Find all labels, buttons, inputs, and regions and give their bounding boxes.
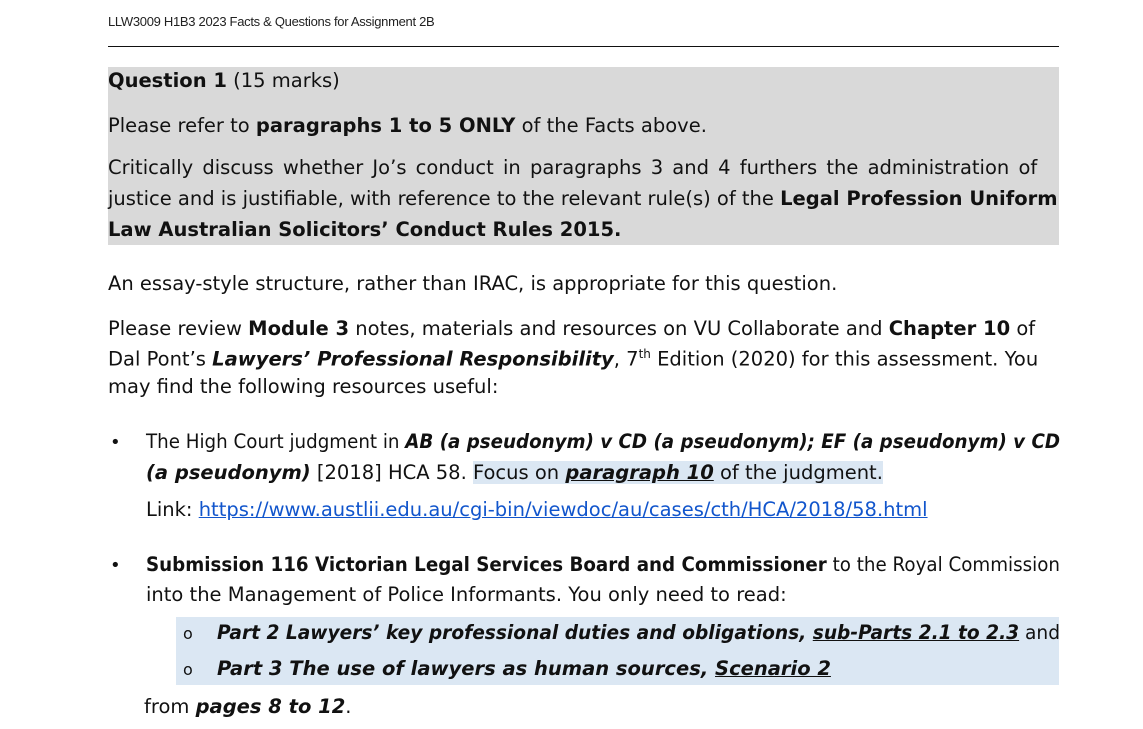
discuss-line-3 (108, 220, 621, 240)
focus-highlight (473, 461, 883, 484)
edition-sup: th (638, 347, 651, 361)
part-3-title: Part 3 The use of lawyers as human sources, (217, 657, 716, 680)
question-title-line (108, 71, 340, 91)
pages-ref: pages 8 to 12 (195, 695, 346, 718)
module-ref: Module 3 (248, 317, 350, 340)
edition-text-2: Edition (2020) for this assessment. You (650, 347, 1039, 371)
bullet-2-line-2: into the Management of Police Informants. You only need to read: (146, 583, 787, 606)
bullet-1-line-1 (146, 432, 1060, 452)
question-marks: (15 marks) (233, 69, 340, 92)
pages-line (144, 697, 351, 717)
review-text-3: of (1010, 317, 1036, 340)
review-text-2: notes, materials and resources on VU Collaborate and (349, 317, 889, 340)
bullet-1-link-line (146, 500, 928, 520)
submission-title: Submission 116 Victorian Legal Services Board and Commissioner (146, 553, 827, 576)
link-label: Link: (146, 498, 199, 521)
refer-text: Please refer to (108, 114, 256, 137)
review-line-3: may find the following resources useful: (108, 375, 499, 398)
refer-paragraphs: paragraphs 1 to 5 ONLY (255, 114, 516, 137)
document-header: LLW3009 H1B3 2023 Facts & Questions for Assignment 2B (108, 14, 435, 29)
sub-bullet-1-icon: o (183, 624, 193, 643)
austlii-link[interactable]: https://www.austlii.edu.au/cgi-bin/viewdoc/au/cases/cth/HCA/2018/58.html (198, 498, 928, 521)
review-line-1 (108, 319, 1035, 339)
paragraph-ref: paragraph 10 (565, 461, 714, 484)
author-ref: Dal Pont’s (108, 347, 213, 371)
review-text: Please review (108, 317, 249, 340)
chapter-ref: Chapter 10 (888, 317, 1011, 340)
bullet-1-icon: • (110, 432, 121, 453)
sub-bullet-1 (217, 623, 1060, 643)
focus-suffix: of the judgment. (713, 461, 883, 484)
essay-note: An essay-style structure, rather than IRAC, is appropriate for this question. (108, 272, 838, 295)
scenario-ref: Scenario 2 (715, 657, 831, 680)
bullet-2-line-1 (146, 555, 1060, 575)
edition-text: , 7 (613, 347, 639, 371)
submission-text: to the Royal Commission (826, 553, 1060, 576)
sub-parts-ref: sub-Parts 2.1 to 2.3 (812, 621, 1020, 644)
citation: [2018] HCA 58. (310, 461, 473, 484)
discuss-line-1: Critically discuss whether Jo’s conduct in paragraphs 3 and 4 furthers the administration of (108, 156, 1038, 179)
focus-text: Focus on (472, 461, 566, 484)
judgment-text: The High Court judgment in (146, 430, 406, 453)
book-title: Lawyers’ Professional Responsibility (212, 347, 614, 371)
header-rule (108, 46, 1059, 47)
case-name-part2: (a pseudonym) (146, 461, 311, 484)
sub-bullet-2-icon: o (183, 660, 193, 679)
question-title: Question 1 (108, 69, 227, 92)
sub-bullet-1-suffix: and (1019, 621, 1060, 644)
bullet-2-icon: • (110, 555, 121, 576)
discuss-text: justice and is justifiable, with reference to the relevant rule(s) of the (108, 187, 781, 210)
part-2-title: Part 2 Lawyers’ key professional duties and obligations, (217, 621, 813, 644)
rules-title-part1: Legal Profession Uniform (780, 187, 1058, 210)
case-name-part1: AB (a pseudonym) v CD (a pseudonym); EF (a pseudonym) v CD (405, 430, 1061, 453)
period: . (345, 695, 352, 718)
refer-suffix: of the Facts above. (515, 114, 707, 137)
discuss-line-2 (108, 189, 1058, 209)
from-text: from (144, 695, 196, 718)
sub-bullet-2 (217, 659, 831, 679)
review-line-2 (108, 348, 1038, 369)
bullet-1-line-2 (146, 463, 883, 483)
rules-title-part2: Law Australian Solicitors’ Conduct Rules 2015. (108, 218, 622, 241)
refer-line (108, 116, 707, 136)
